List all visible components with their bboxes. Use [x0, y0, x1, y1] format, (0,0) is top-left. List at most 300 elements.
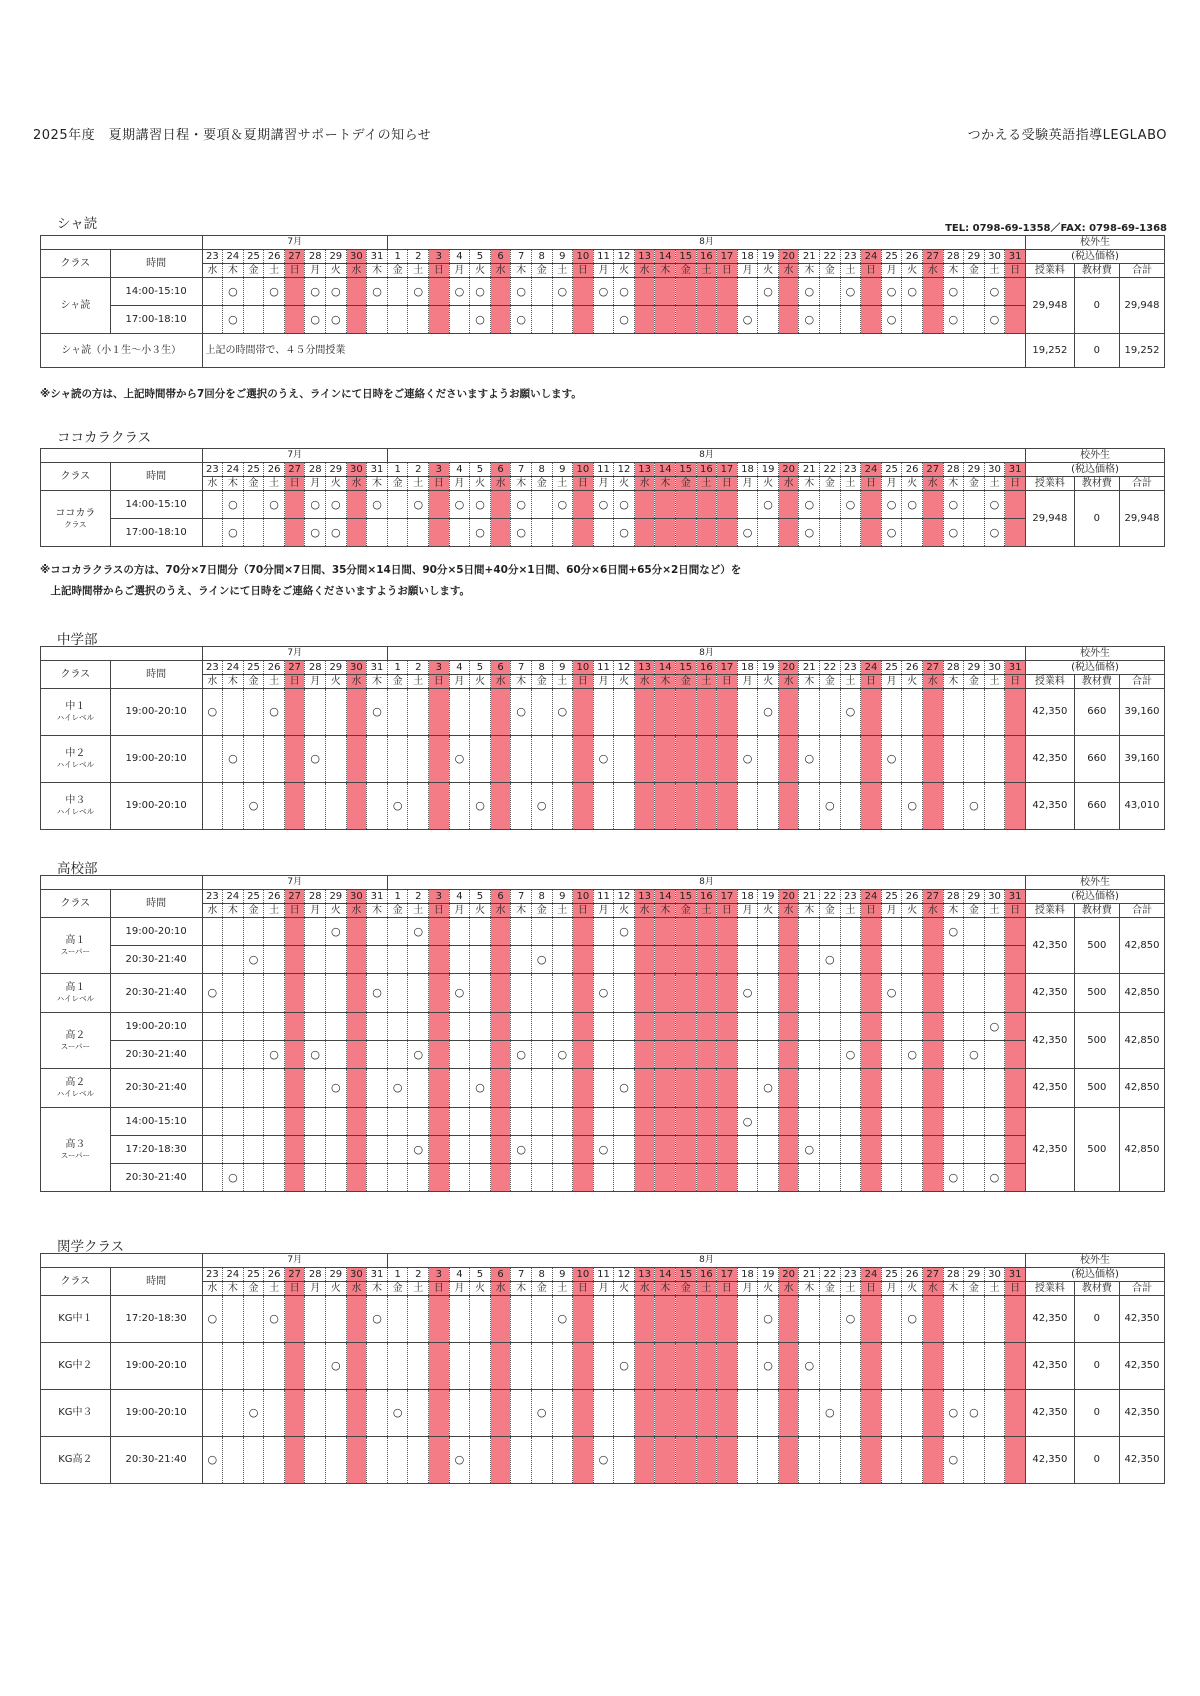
day-number: 22: [820, 890, 841, 904]
weekday: 日: [429, 477, 450, 491]
day-cell: [552, 1437, 573, 1484]
day-number: 30: [346, 250, 367, 264]
holiday-cell: [346, 1041, 367, 1069]
day-cell: [305, 1390, 326, 1437]
holiday-cell: [778, 278, 799, 306]
day-cell: [511, 1041, 532, 1069]
day-cell: [531, 491, 552, 519]
day-cell: [964, 306, 985, 334]
holiday-cell: [346, 1390, 367, 1437]
weekday: 火: [614, 675, 635, 689]
holiday-cell: [778, 491, 799, 519]
day-cell: [243, 918, 264, 946]
day-cell: [964, 918, 985, 946]
class-name: [41, 918, 111, 974]
weekday: 金: [675, 675, 696, 689]
session-mark: ○: [804, 1359, 815, 1372]
fee-total: 29,948: [1120, 491, 1165, 547]
day-number: 26: [264, 890, 285, 904]
session-mark: ○: [331, 284, 341, 298]
day-cell: [820, 306, 841, 334]
holiday-cell: [655, 974, 676, 1013]
weekday: 木: [511, 675, 532, 689]
day-cell: [552, 946, 573, 974]
class-label: 高２: [65, 1077, 86, 1089]
day-cell: [902, 1296, 923, 1343]
holiday-cell: [717, 918, 738, 946]
holiday-cell: [861, 1069, 882, 1108]
month-july: 7月: [202, 1254, 387, 1268]
holiday-cell: [346, 519, 367, 547]
day-number: 6: [490, 463, 511, 477]
timetable: [40, 1253, 1165, 1484]
holiday-cell: [1005, 1136, 1026, 1164]
weekday: 月: [881, 904, 902, 918]
session-mark: ○: [331, 525, 341, 539]
weekday: 金: [675, 477, 696, 491]
day-number: 30: [346, 1268, 367, 1282]
holiday-cell: [429, 1041, 450, 1069]
session-mark: ○: [413, 924, 424, 938]
holiday-cell: [573, 1108, 594, 1136]
day-number: 7: [511, 661, 532, 675]
day-cell: [552, 1343, 573, 1390]
day-number: 30: [346, 661, 367, 675]
day-cell: [326, 1164, 347, 1192]
fee-tuition: 42,350: [1026, 1013, 1075, 1069]
day-cell: [964, 1136, 985, 1164]
holiday-cell: [429, 1164, 450, 1192]
weekday: 金: [531, 264, 552, 278]
timetable: [40, 875, 1165, 1192]
weekday: 日: [861, 264, 882, 278]
day-cell: [799, 783, 820, 830]
session-mark: ○: [557, 705, 568, 718]
day-cell: [202, 491, 223, 519]
day-cell: [593, 1296, 614, 1343]
day-cell: [305, 1437, 326, 1484]
day-cell: [243, 491, 264, 519]
day-cell: [737, 689, 758, 736]
session-mark: ○: [248, 952, 259, 966]
day-number: 1: [387, 890, 408, 904]
weekday: 土: [696, 675, 717, 689]
day-cell: [552, 918, 573, 946]
day-cell: [964, 783, 985, 830]
weekday: 水: [778, 904, 799, 918]
session-mark: ○: [372, 1312, 382, 1325]
day-cell: [470, 736, 491, 783]
day-number: 29: [326, 890, 347, 904]
time-header: 時間: [110, 463, 202, 491]
weekday: 木: [799, 904, 820, 918]
holiday-cell: [675, 1013, 696, 1041]
weekday: 土: [840, 675, 861, 689]
day-cell: [840, 974, 861, 1013]
holiday-cell: [696, 1343, 717, 1390]
session-mark: ○: [886, 497, 897, 511]
holiday-cell: [778, 946, 799, 974]
day-cell: [614, 1136, 635, 1164]
day-cell: [737, 1390, 758, 1437]
day-cell: [223, 1437, 244, 1484]
session-mark: ○: [907, 799, 917, 812]
weekday: 土: [696, 264, 717, 278]
day-cell: [326, 519, 347, 547]
day-number: 2: [408, 1268, 429, 1282]
day-cell: [243, 1108, 264, 1136]
day-cell: [264, 1136, 285, 1164]
day-number: 18: [737, 890, 758, 904]
day-cell: [902, 1390, 923, 1437]
holiday-cell: [573, 918, 594, 946]
holiday-cell: [284, 306, 305, 334]
day-number: 27: [284, 1268, 305, 1282]
holiday-cell: [346, 1013, 367, 1041]
fee-tuition: 42,350: [1026, 918, 1075, 974]
day-cell: [470, 278, 491, 306]
holiday-cell: [490, 1343, 511, 1390]
day-cell: [202, 1437, 223, 1484]
day-cell: [367, 1069, 388, 1108]
day-cell: [881, 1136, 902, 1164]
holiday-cell: [490, 278, 511, 306]
day-cell: [552, 1041, 573, 1069]
day-cell: [223, 974, 244, 1013]
day-cell: [326, 278, 347, 306]
time-slot: 17:00-18:10: [110, 519, 202, 547]
day-cell: [840, 918, 861, 946]
day-number: 4: [449, 890, 470, 904]
weekday: 水: [490, 904, 511, 918]
holiday-cell: [675, 736, 696, 783]
holiday-cell: [346, 278, 367, 306]
holiday-cell: [717, 306, 738, 334]
day-number: 29: [326, 661, 347, 675]
holiday-cell: [717, 689, 738, 736]
day-number: 3: [429, 661, 450, 675]
day-number: 11: [593, 463, 614, 477]
holiday-cell: [861, 736, 882, 783]
session-mark: ○: [598, 497, 609, 511]
day-cell: [408, 278, 429, 306]
session-mark: ○: [969, 1047, 979, 1061]
session-mark: ○: [331, 1359, 341, 1372]
day-number: 4: [449, 250, 470, 264]
day-cell: [243, 306, 264, 334]
weekday: 金: [820, 1282, 841, 1296]
section-title: 高校部: [57, 861, 98, 877]
day-cell: [223, 491, 244, 519]
weekday: 金: [531, 675, 552, 689]
day-cell: [943, 689, 964, 736]
day-cell: [820, 519, 841, 547]
day-cell: [202, 736, 223, 783]
section-note: [40, 560, 741, 602]
weekday: 水: [922, 477, 943, 491]
class-level: ハイレベル: [56, 760, 95, 770]
session-mark: ○: [207, 986, 218, 999]
weekday: 土: [264, 1282, 285, 1296]
day-cell: [202, 1041, 223, 1069]
day-number: 21: [799, 250, 820, 264]
weekday: 金: [243, 1282, 264, 1296]
day-cell: [223, 1041, 244, 1069]
day-cell: [943, 1041, 964, 1069]
weekday: 金: [820, 675, 841, 689]
note-line: ※シャ読の方は、上記時間帯から7回分をご選択のうえ、ラインにて日時をご連絡くださいますようお願いします。: [40, 388, 582, 400]
day-number: 7: [511, 1268, 532, 1282]
holiday-cell: [1005, 491, 1026, 519]
day-cell: [387, 278, 408, 306]
day-cell: [202, 1343, 223, 1390]
session-mark: ○: [310, 312, 321, 326]
day-number: 20: [778, 890, 799, 904]
session-mark: ○: [825, 799, 835, 812]
fee-tuition: 42,350: [1026, 1343, 1075, 1390]
day-cell: [326, 1296, 347, 1343]
day-cell: [449, 736, 470, 783]
day-cell: [614, 1296, 635, 1343]
day-cell: [984, 736, 1005, 783]
class-level: クラス: [64, 519, 87, 529]
day-cell: [614, 1108, 635, 1136]
class-name: [41, 736, 111, 783]
weekday: 水: [634, 264, 655, 278]
holiday-cell: [346, 1343, 367, 1390]
session-mark: ○: [619, 497, 629, 511]
session-mark: ○: [248, 1406, 259, 1419]
day-number: 2: [408, 463, 429, 477]
day-cell: [243, 1013, 264, 1041]
day-number: 17: [717, 661, 738, 675]
timetable: [40, 448, 1165, 547]
holiday-cell: [429, 1296, 450, 1343]
weekday: 水: [346, 1282, 367, 1296]
session-mark: ○: [598, 986, 609, 999]
day-cell: [840, 1108, 861, 1136]
session-mark: ○: [372, 705, 382, 718]
day-number: 31: [367, 463, 388, 477]
day-number: 19: [758, 661, 779, 675]
day-cell: [305, 946, 326, 974]
class-name: [41, 689, 111, 736]
holiday-cell: [1005, 1343, 1026, 1390]
day-number: 24: [861, 250, 882, 264]
day-cell: [943, 1437, 964, 1484]
weekday: 火: [614, 477, 635, 491]
day-cell: [552, 278, 573, 306]
day-cell: [964, 1108, 985, 1136]
table-row: [41, 974, 1165, 1013]
day-cell: [984, 918, 1005, 946]
day-cell: [202, 278, 223, 306]
weekday: 月: [449, 904, 470, 918]
weekday: 金: [964, 675, 985, 689]
holiday-cell: [573, 519, 594, 547]
day-cell: [511, 1136, 532, 1164]
class-header: クラス: [41, 661, 111, 689]
day-cell: [511, 1437, 532, 1484]
day-cell: [552, 783, 573, 830]
holiday-cell: [346, 783, 367, 830]
session-mark: ○: [742, 312, 753, 326]
weekday: 日: [429, 675, 450, 689]
day-cell: [531, 736, 552, 783]
day-number: 2: [408, 661, 429, 675]
time-slot: 17:20-18:30: [110, 1296, 202, 1343]
day-cell: [943, 783, 964, 830]
day-cell: [737, 918, 758, 946]
weekday: 火: [758, 264, 779, 278]
day-cell: [305, 1108, 326, 1136]
day-cell: [367, 1437, 388, 1484]
day-cell: [984, 1437, 1005, 1484]
class-label: 高３: [65, 1138, 86, 1150]
day-cell: [531, 1108, 552, 1136]
day-cell: [408, 1136, 429, 1164]
session-mark: ○: [804, 497, 815, 511]
class-name: [41, 1108, 111, 1192]
day-cell: [593, 1136, 614, 1164]
holiday-cell: [778, 306, 799, 334]
day-cell: [264, 1108, 285, 1136]
month-july: 7月: [202, 876, 387, 890]
day-cell: [552, 1390, 573, 1437]
session-mark: ○: [331, 312, 341, 326]
holiday-cell: [696, 1437, 717, 1484]
holiday-cell: [861, 783, 882, 830]
holiday-cell: [634, 946, 655, 974]
holiday-cell: [284, 689, 305, 736]
day-cell: [387, 689, 408, 736]
holiday-cell: [696, 519, 717, 547]
day-cell: [305, 306, 326, 334]
weekday: 水: [634, 904, 655, 918]
day-number: 3: [429, 463, 450, 477]
holiday-cell: [573, 491, 594, 519]
weekday: 日: [573, 477, 594, 491]
session-mark: ○: [619, 312, 629, 326]
holiday-cell: [490, 519, 511, 547]
holiday-cell: [675, 1437, 696, 1484]
fee-total: 39,160: [1120, 689, 1165, 736]
holiday-cell: [778, 1041, 799, 1069]
holiday-cell: [778, 736, 799, 783]
session-mark: ○: [475, 312, 485, 326]
day-cell: [964, 1013, 985, 1041]
day-cell: [387, 974, 408, 1013]
session-mark: ○: [845, 705, 856, 718]
day-cell: [614, 1164, 635, 1192]
holiday-cell: [655, 736, 676, 783]
holiday-cell: [655, 519, 676, 547]
day-cell: [202, 1108, 223, 1136]
day-cell: [387, 946, 408, 974]
day-cell: [305, 1013, 326, 1041]
weekday: 火: [902, 477, 923, 491]
fee-material: 660: [1074, 689, 1119, 736]
day-cell: [243, 1296, 264, 1343]
day-cell: [387, 1136, 408, 1164]
day-cell: [820, 974, 841, 1013]
holiday-cell: [284, 491, 305, 519]
class-level: スーパー: [60, 946, 90, 956]
day-number: 26: [264, 463, 285, 477]
day-cell: [511, 1390, 532, 1437]
weekday: 金: [387, 477, 408, 491]
day-cell: [449, 491, 470, 519]
weekday: 土: [408, 264, 429, 278]
day-cell: [593, 1164, 614, 1192]
fee-tax-note: (税込価格): [1026, 661, 1165, 675]
day-cell: [223, 783, 244, 830]
day-cell: [326, 736, 347, 783]
holiday-cell: [429, 278, 450, 306]
day-number: 17: [717, 250, 738, 264]
holiday-cell: [717, 1136, 738, 1164]
holiday-cell: [429, 306, 450, 334]
class-name: [41, 1437, 111, 1484]
weekday: 土: [552, 675, 573, 689]
session-mark: ○: [598, 752, 609, 765]
day-cell: [593, 278, 614, 306]
day-cell: [964, 1069, 985, 1108]
day-cell: [470, 306, 491, 334]
holiday-cell: [1005, 1296, 1026, 1343]
holiday-cell: [634, 491, 655, 519]
day-cell: [799, 306, 820, 334]
holiday-cell: [634, 689, 655, 736]
fee-tuition: 42,350: [1026, 783, 1075, 830]
holiday-cell: [717, 1437, 738, 1484]
holiday-cell: [655, 306, 676, 334]
weekday: 月: [593, 264, 614, 278]
weekday: 土: [696, 1282, 717, 1296]
day-cell: [964, 946, 985, 974]
weekday: 水: [346, 904, 367, 918]
day-cell: [737, 1013, 758, 1041]
day-cell: [408, 974, 429, 1013]
day-cell: [820, 1343, 841, 1390]
day-cell: [367, 1296, 388, 1343]
holiday-cell: [429, 1013, 450, 1041]
day-number: 26: [264, 1268, 285, 1282]
day-cell: [737, 519, 758, 547]
session-mark: ○: [763, 1312, 773, 1325]
day-cell: [449, 689, 470, 736]
fee-tuition: 42,350: [1026, 1296, 1075, 1343]
day-cell: [223, 946, 244, 974]
holiday-cell: [634, 1390, 655, 1437]
table-row: [41, 334, 1165, 368]
weekday: 月: [305, 477, 326, 491]
day-number: 18: [737, 463, 758, 477]
day-cell: [902, 918, 923, 946]
fee-material: 0: [1074, 334, 1119, 368]
holiday-cell: [346, 974, 367, 1013]
day-number: 17: [717, 890, 738, 904]
holiday-cell: [675, 1069, 696, 1108]
holiday-cell: [284, 946, 305, 974]
day-number: 6: [490, 1268, 511, 1282]
day-number: 8: [531, 661, 552, 675]
table-row: [41, 1013, 1165, 1041]
holiday-cell: [675, 1164, 696, 1192]
holiday-cell: [490, 783, 511, 830]
weekday: 月: [881, 675, 902, 689]
weekday: 土: [984, 1282, 1005, 1296]
